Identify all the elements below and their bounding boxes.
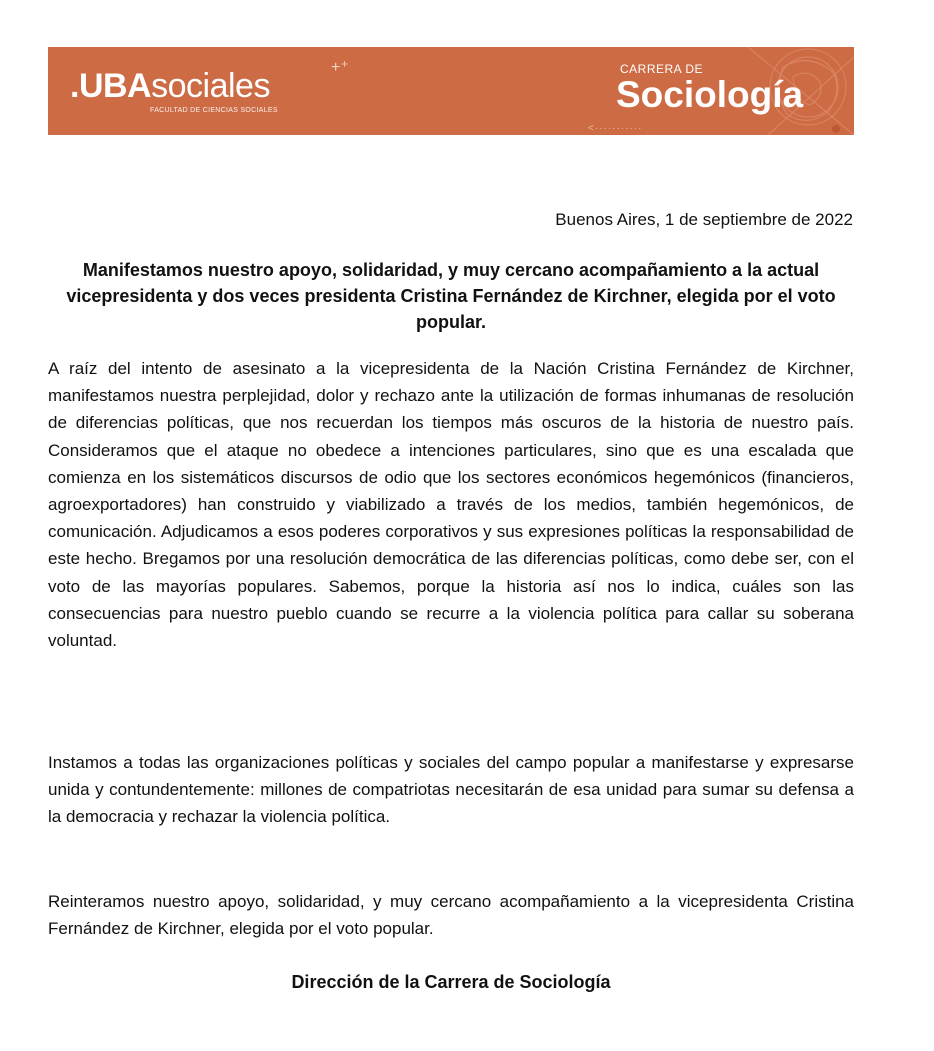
document-signature: Dirección de la Carrera de Sociología — [291, 972, 611, 992]
career-title: Sociología — [616, 74, 804, 115]
body-paragraph-2: Instamos a todas las organizaciones políticas y sociales del campo popular a manifestarse y expresarse unida y contundentemente: millones de compatriotas necesitarán de esa unidad para sumar su defensa a la democracia y rechazar la violencia política. — [48, 753, 854, 827]
document-headline: Manifestamos nuestro apoyo, solidaridad, y muy cercano acompañamiento a la actual vicepresidenta y dos veces presidenta Cristina Fernández de Kirchner, elegida por el voto popular. — [66, 260, 836, 332]
career-label: CARRERA DE — [620, 62, 704, 76]
uba-sociales-logo — [70, 68, 270, 104]
uba-logo-subtitle: FACULTAD DE CIENCIAS SOCIALES — [150, 107, 278, 114]
body-paragraph-1: A raíz del intento de asesinato a la vicepresidenta de la Nación Cristina Fernández de Kirchner, manifestamos nuestra perplejidad, dolor y rechazo ante la utilización de formas inhumanas de resolución de diferencias políticas, que nos recuerdan los tiempos más oscuros de la historia de nuestro país. Consideramos que el ataque no obedece a intenciones particulares, sino que es una escalada que comienza en los sistemáticos discursos de odio que los sectores económicos hegemónicos (financieros, agroexportadores) han construido y viabilizado a través de los medios, también hegemónicos, de comunicación. Adjudicamos a esos poderes corporativos y sus expresiones políticas la responsabilidad de este hecho. Bregamos por una resolución democrática de las diferencias políticas, como debe ser, con el voto de las mayorías populares. Sabemos, porque la historia así nos lo indica, cuáles son las consecuencias para nuestro pueblo cuando se recurre a la violencia política para callar su soberana voluntad. — [48, 359, 854, 651]
document-date: Buenos Aires, 1 de septiembre de 2022 — [555, 210, 853, 229]
header-banner — [48, 47, 854, 135]
arrow-decoration-icon: <··········· — [588, 123, 643, 134]
body-paragraph-3: Reinteramos nuestro apoyo, solidaridad, y muy cercano acompañamiento a la vicepresidenta Cristina Fernández de Kirchner, elegida por el voto popular. — [48, 892, 854, 939]
uba-logo-strong: .UBA — [70, 67, 152, 105]
uba-logo-light: sociales — [151, 67, 270, 105]
plus-decoration-icon: +⁺ — [331, 59, 349, 76]
